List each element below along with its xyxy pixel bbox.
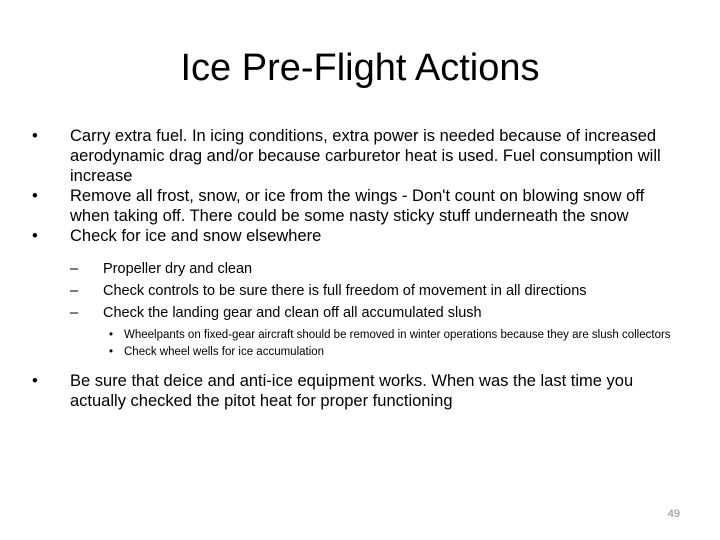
sub-sub-bullet-item xyxy=(103,329,688,342)
sub-sub-bullet-text: Wheelpants on fixed-gear aircraft should be removed in winter operations because they are slush collectors xyxy=(124,329,671,341)
sub-bullet-text: Check controls to be sure there is full freedom of movement in all directions xyxy=(103,283,587,299)
slide-body xyxy=(28,126,688,411)
sub-bullet-list xyxy=(70,260,688,359)
bullet-icon: • xyxy=(32,127,38,145)
dash-icon: – xyxy=(70,283,79,299)
sub-bullet-item xyxy=(70,260,688,279)
dash-icon: – xyxy=(70,261,79,277)
bullet-text: Check for ice and snow elsewhere xyxy=(70,227,322,245)
bullet-text: Be sure that deice and anti-ice equipment works. When was the last time you actually checked the pitot heat for proper functioning xyxy=(70,372,634,410)
bullet-icon: • xyxy=(32,372,38,390)
bullet-icon: • xyxy=(109,329,114,341)
bullet-list xyxy=(28,126,688,411)
bullet-icon: • xyxy=(32,187,38,205)
sub-bullet-text: Check the landing gear and clean off all accumulated slush xyxy=(103,305,482,321)
bullet-icon: • xyxy=(32,227,38,245)
bullet-item xyxy=(28,226,688,359)
bullet-icon: • xyxy=(109,346,114,358)
bullet-item xyxy=(28,126,688,186)
page-number: 49 xyxy=(667,508,680,520)
sub-sub-bullet-item xyxy=(103,346,688,359)
sub-sub-bullet-list xyxy=(103,329,688,359)
bullet-text: Carry extra fuel. In icing conditions, extra power is needed because of increased aerodynamic drag and/or because carburetor heat is used. Fuel consumption will increase xyxy=(70,127,661,185)
sub-bullet-item xyxy=(70,304,688,359)
bullet-item xyxy=(28,186,688,226)
dash-icon: – xyxy=(70,305,79,321)
sub-bullet-item xyxy=(70,282,688,301)
sub-bullet-text: Propeller dry and clean xyxy=(103,261,253,277)
bullet-text: Remove all frost, snow, or ice from the wings - Don't count on blowing snow off when taking off. There could be some nasty sticky stuff underneath the snow xyxy=(70,187,645,225)
bullet-item xyxy=(28,371,688,411)
sub-sub-bullet-text: Check wheel wells for ice accumulation xyxy=(124,346,325,358)
slide-title: Ice Pre-Flight Actions xyxy=(180,47,540,89)
